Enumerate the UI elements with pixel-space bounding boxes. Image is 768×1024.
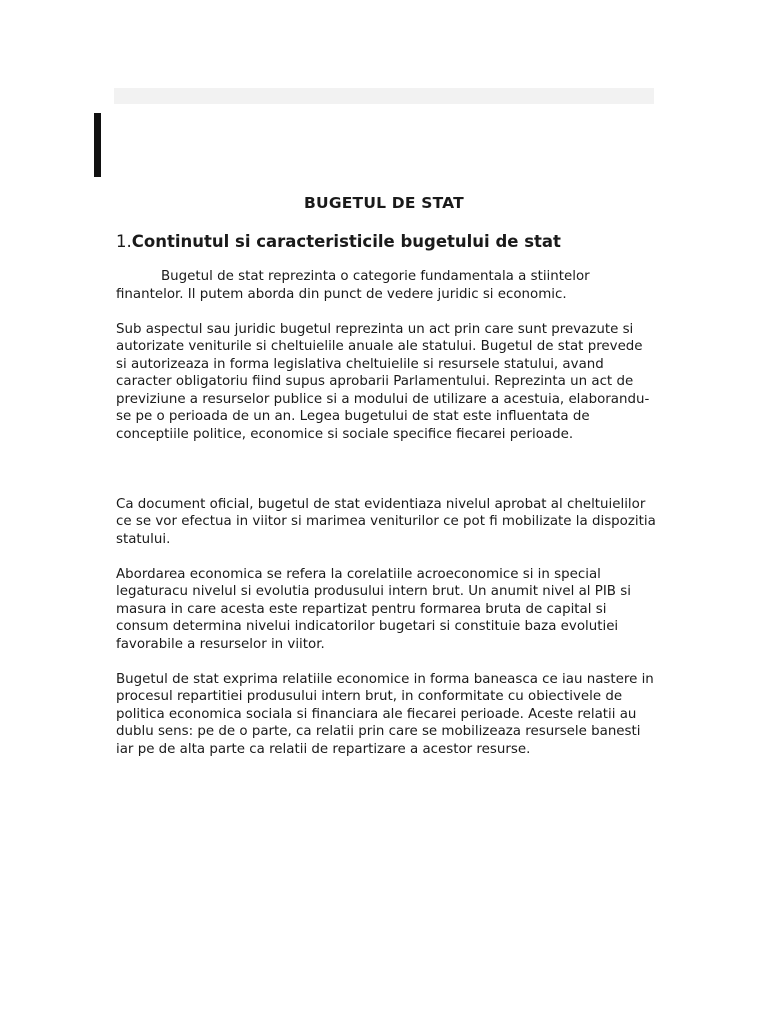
section-heading-text: Continutul si caracteristicile bugetului de stat (131, 232, 561, 251)
document-title: BUGETUL DE STAT (304, 194, 464, 212)
margin-bar (94, 113, 101, 177)
paragraph-document-oficial: Ca document oficial, bugetul de stat evidentiaza nivelul aprobat al cheltuielilor ce se vor efectua in viitor si marimea veniturilor ce pot fi mobilizate la dispozitia statului. (116, 496, 656, 547)
section-number: 1. (116, 232, 132, 251)
paragraph-relatii: Bugetul de stat exprima relatiile economice in forma baneasca ce iau nastere in procesul repartitiei produsului intern brut, in conformitate cu obiectivele de politica economica sociala si financiara ale fiecarei perioade. Aceste relatii au dublu sens: pe de o parte, ca relatii prin care se mobilizeaza resursele banesti iar pe de alta parte ca relatii de repartizare a acestor resurse. (116, 671, 654, 757)
page-header-band (114, 88, 654, 104)
paragraph-juridic: Sub aspectul sau juridic bugetul reprezinta un act prin care sunt prevazute si autorizate veniturile si cheltuielile anuale ale statului. Bugetul de stat prevede si autorizeaza in forma legislativa cheltuielile si resursele statului, avand caracter obligatoriu fiind supus aprobarii Parlamentului. Reprezinta un act de previziune a resurselor publice si a modului de utilizare a acestuia, elaborandu-se pe o perioada de un an. Legea bugetului de stat este influentata de conceptiile politice, economice si sociale specifice fiecarei perioade. (116, 321, 650, 442)
section-heading (116, 232, 561, 251)
paragraph-intro: Bugetul de stat reprezinta o categorie fundamentala a stiintelor finantelor. Il putem aborda din punct de vedere juridic si economic. (116, 269, 590, 302)
paragraph-economic: Abordarea economica se refera la corelatiile acroeconomice si in special legaturacu nivelul si evolutia produsului intern brut. Un anumit nivel al PIB si masura in care acesta este repartizat pentru formarea bruta de capital si consum determina nivelui indicatorilor bugetari si constituie baza evolutiei favorabile a resurselor in viitor. (116, 566, 631, 652)
document-body (116, 268, 656, 776)
